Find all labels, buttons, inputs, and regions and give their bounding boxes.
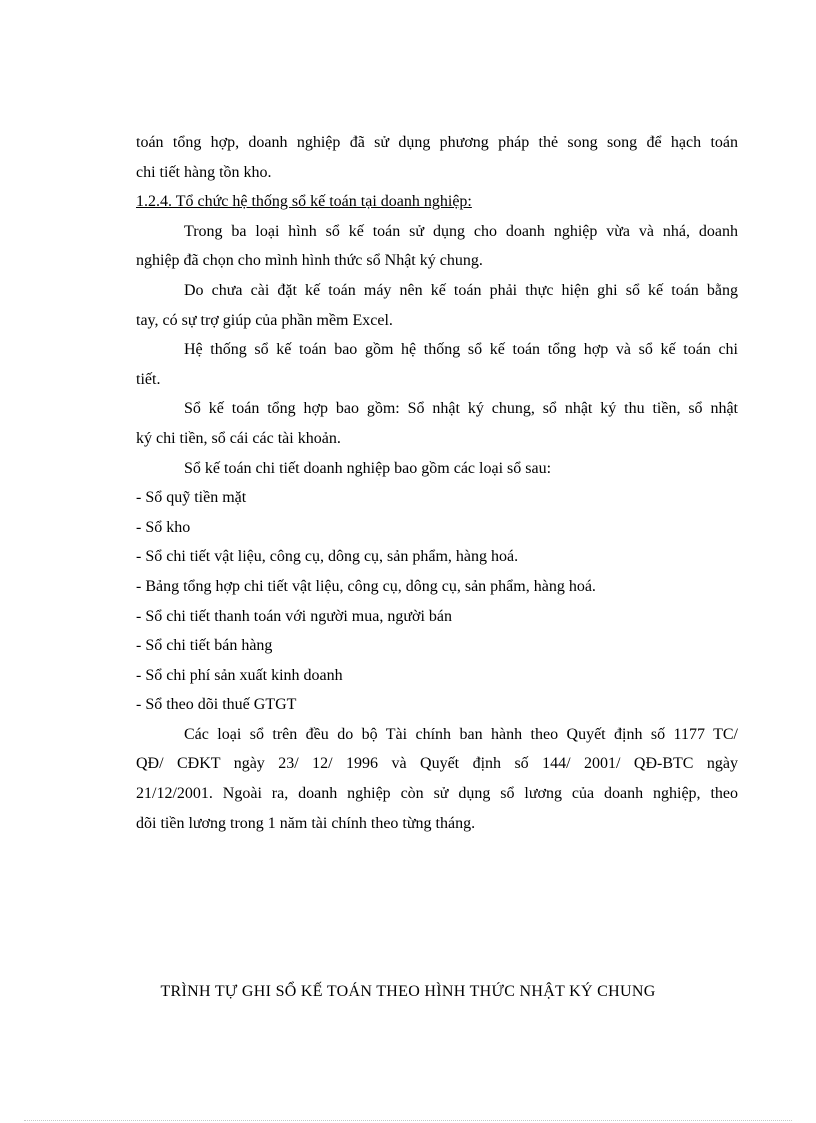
para-manual-line-1: Do chưa cài đặt kế toán máy nên kế toán phải thực hiện ghi sổ kế toán bằng — [184, 281, 738, 299]
page-bottom-divider — [24, 1120, 792, 1121]
section-heading — [136, 187, 738, 217]
diagram-title: TRÌNH TỰ GHI SỔ KẾ TOÁN THEO HÌNH THỨC NHẬT KÝ CHUNG — [160, 983, 656, 1000]
para-regulation-line-1: Các loại sổ trên đều do bộ Tài chính ban hành theo Quyết định số 1177 TC/ — [184, 725, 738, 743]
para-regulation-line-4: dõi tiền lương trong 1 năm tài chính theo từng tháng. — [136, 814, 476, 832]
continuation-line-1: toán tổng hợp, doanh nghiệp đã sử dụng phương pháp thẻ song song để hạch toán — [136, 134, 738, 151]
list-item: - Sổ chi tiết bán hàng — [136, 637, 273, 655]
list-item: - Sổ theo dõi thuế GTGT — [136, 696, 297, 714]
list-item: - Sổ chi tiết vật liệu, công cụ, dông cụ, sản phẩm, hàng hoá. — [136, 548, 519, 566]
para-book-form-line-1: Trong ba loại hình sổ kế toán sử dụng cho doanh nghiệp vừa và nhá, doanh — [184, 222, 738, 240]
list-item: - Sổ quỹ tiền mặt — [136, 489, 247, 507]
list-item: - Sổ chi tiết thanh toán với người mua, người bán — [136, 607, 453, 625]
list-item: - Sổ chi phí sản xuất kinh doanh — [136, 666, 343, 684]
para-manual-line-2: tay, có sự trợ giúp của phần mềm Excel. — [136, 311, 393, 329]
para-general-line-1: Sổ kế toán tổng hợp bao gồm: Sổ nhật ký chung, sổ nhật ký thu tiền, sổ nhật — [184, 400, 738, 418]
para-detail-intro: Sổ kế toán chi tiết doanh nghiệp bao gồm các loại sổ sau: — [184, 459, 552, 477]
para-general-line-2: ký chi tiền, sổ cái các tài khoản. — [136, 429, 341, 447]
document-body — [136, 128, 738, 838]
section-heading-text: 1.2.4. Tổ chức hệ thống sổ kế toán tại doanh nghiệp: — [136, 193, 472, 211]
list-item: - Sổ kho — [136, 518, 191, 536]
list-item: - Bảng tổng hợp chi tiết vật liệu, công cụ, dông cụ, sản phẩm, hàng hoá. — [136, 577, 596, 595]
para-system-line-2: tiết. — [136, 370, 161, 388]
para-system-line-1: Hệ thống sổ kế toán bao gồm hệ thống sổ kế toán tổng hợp và sổ kế toán chi — [184, 341, 738, 359]
para-book-form-line-2: nghiệp đã chọn cho mình hình thức sổ Nhật ký chung. — [136, 252, 483, 270]
continuation-line-2: chi tiết hàng tồn kho. — [136, 163, 272, 181]
para-regulation-line-3: 21/12/2001. Ngoài ra, doanh nghiệp còn sử dụng sổ lương của doanh nghiệp, theo — [136, 785, 738, 803]
para-regulation-line-2: QĐ/ CĐKT ngày 23/ 12/ 1996 và Quyết định số 144/ 2001/ QĐ-BTC ngày — [136, 755, 738, 773]
